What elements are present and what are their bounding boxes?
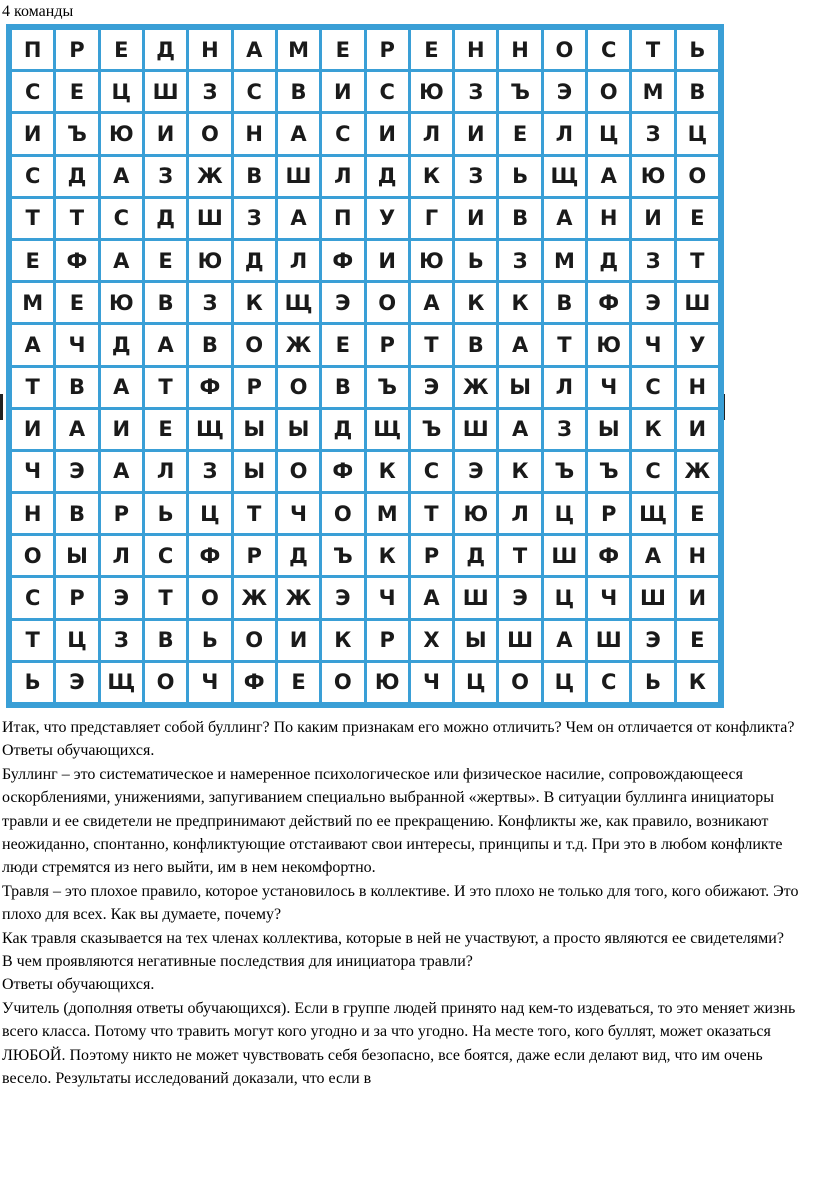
grid-cell: К	[232, 282, 276, 324]
grid-cell: Е	[143, 239, 187, 281]
grid-cell: Щ	[188, 408, 232, 450]
grid-cell: Н	[675, 366, 719, 408]
grid-cell: Ш	[276, 155, 320, 197]
grid-cell: Э	[321, 577, 365, 619]
grid-cell: Е	[276, 661, 320, 703]
grid-cell: А	[99, 366, 143, 408]
grid-cell: И	[276, 619, 320, 661]
grid-cell: С	[365, 71, 409, 113]
grid-cell: Р	[55, 29, 99, 71]
grid-cell: Ъ	[498, 71, 542, 113]
grid-cell: Ь	[454, 239, 498, 281]
grid-cell: Ж	[454, 366, 498, 408]
grid-cell: О	[321, 493, 365, 535]
grid-cell: Ю	[99, 282, 143, 324]
grid-cell: Ш	[188, 197, 232, 239]
grid-cell: Е	[11, 239, 55, 281]
grid-cell: З	[143, 155, 187, 197]
body-text	[2, 716, 810, 1091]
grid-cell: Д	[99, 324, 143, 366]
grid-cell: Н	[11, 493, 55, 535]
grid-cell: Л	[99, 535, 143, 577]
grid-cell: Ъ	[587, 450, 631, 492]
grid-cell: К	[365, 535, 409, 577]
grid-cell: Т	[11, 197, 55, 239]
paragraph: Ответы обучающихся.	[2, 976, 155, 994]
grid-cell: Э	[55, 661, 99, 703]
grid-cell: А	[99, 450, 143, 492]
grid-cell: Ь	[498, 155, 542, 197]
grid-cell: Л	[276, 239, 320, 281]
grid-cell: Ч	[631, 324, 675, 366]
grid-cell: А	[11, 324, 55, 366]
grid-cell: К	[498, 450, 542, 492]
grid-cell: И	[454, 113, 498, 155]
grid-cell: Ы	[232, 408, 276, 450]
grid-row	[11, 155, 720, 197]
grid-cell: Ч	[188, 661, 232, 703]
grid-cell: Д	[365, 155, 409, 197]
grid-cell: Ф	[232, 661, 276, 703]
grid-cell: А	[55, 408, 99, 450]
grid-cell: Н	[232, 113, 276, 155]
grid-cell: Т	[143, 366, 187, 408]
grid-cell: Ь	[188, 619, 232, 661]
grid-cell: С	[11, 577, 55, 619]
grid-cell: С	[232, 71, 276, 113]
grid-cell: Ш	[454, 577, 498, 619]
grid-cell: Ч	[365, 577, 409, 619]
grid-cell: Э	[498, 577, 542, 619]
grid-cell: Л	[409, 113, 453, 155]
grid-cell: Д	[454, 535, 498, 577]
grid-row	[11, 619, 720, 661]
grid-row	[11, 661, 720, 703]
grid-cell: Ц	[454, 661, 498, 703]
grid-cell: З	[631, 239, 675, 281]
grid-cell: Щ	[542, 155, 586, 197]
grid-cell: Г	[409, 197, 453, 239]
grid-row	[11, 577, 720, 619]
grid-cell: Ш	[498, 619, 542, 661]
grid-row	[11, 71, 720, 113]
grid-cell: В	[276, 71, 320, 113]
word-search-table	[9, 27, 721, 705]
paragraph: В чем проявляются негативные последствия для инициатора травли?	[2, 953, 473, 971]
grid-cell: В	[143, 619, 187, 661]
grid-cell: М	[276, 29, 320, 71]
grid-cell: С	[11, 155, 55, 197]
grid-cell: К	[365, 450, 409, 492]
grid-cell: Ш	[542, 535, 586, 577]
grid-cell: Ш	[587, 619, 631, 661]
grid-cell: Р	[232, 535, 276, 577]
grid-cell: О	[587, 71, 631, 113]
grid-cell: К	[409, 155, 453, 197]
grid-cell: М	[542, 239, 586, 281]
section-heading: 4 команды	[2, 3, 74, 20]
grid-cell: У	[365, 197, 409, 239]
grid-cell: Ч	[409, 661, 453, 703]
grid-cell: С	[631, 450, 675, 492]
grid-cell: А	[99, 239, 143, 281]
grid-cell: Ъ	[55, 113, 99, 155]
grid-cell: Н	[454, 29, 498, 71]
grid-cell: Д	[143, 29, 187, 71]
paragraph: Учитель (дополняя ответы обучающихся). Если в группе людей принято над кем-то издеваться, то это меняет жизнь всего класса. Потому что травить могут кого угодно и за что угодно. На месте того, кого буллят, может оказаться ЛЮБОЙ. Поэтому никто не может чувствовать себя безопасно, все боятся, даже если делают вид, что им очень весело. Результаты исследований доказали, что если в	[2, 999, 796, 1088]
grid-cell: А	[498, 408, 542, 450]
grid-cell: М	[365, 493, 409, 535]
grid-cell: В	[55, 493, 99, 535]
grid-cell: Д	[143, 197, 187, 239]
grid-cell: Е	[55, 282, 99, 324]
grid-cell: Ш	[675, 282, 719, 324]
grid-cell: Ц	[542, 577, 586, 619]
grid-cell: Ц	[542, 661, 586, 703]
grid-cell: К	[321, 619, 365, 661]
grid-cell: Т	[631, 29, 675, 71]
grid-cell: О	[232, 324, 276, 366]
grid-cell: Э	[542, 71, 586, 113]
grid-cell: Ю	[409, 239, 453, 281]
grid-cell: Ъ	[365, 366, 409, 408]
grid-cell: И	[143, 113, 187, 155]
grid-cell: Л	[143, 450, 187, 492]
word-search-grid	[6, 24, 724, 708]
paragraph: Как травля сказывается на тех членах коллектива, которые в ней не участвуют, а просто являются ее свидетелями?	[2, 929, 784, 947]
grid-cell: О	[232, 619, 276, 661]
grid-cell: Е	[55, 71, 99, 113]
grid-cell: А	[232, 29, 276, 71]
grid-cell: Л	[542, 366, 586, 408]
grid-cell: Е	[675, 197, 719, 239]
grid-cell: Ю	[454, 493, 498, 535]
grid-cell: З	[188, 71, 232, 113]
grid-cell: Ч	[11, 450, 55, 492]
grid-cell: Е	[498, 113, 542, 155]
grid-cell: И	[11, 408, 55, 450]
grid-cell: Ч	[276, 493, 320, 535]
grid-cell: Ы	[454, 619, 498, 661]
grid-cell: Э	[454, 450, 498, 492]
grid-cell: М	[11, 282, 55, 324]
grid-cell: В	[675, 71, 719, 113]
grid-cell: Ш	[143, 71, 187, 113]
grid-row	[11, 29, 720, 71]
grid-cell: А	[276, 113, 320, 155]
grid-cell: Д	[232, 239, 276, 281]
grid-cell: Е	[99, 29, 143, 71]
grid-cell: З	[498, 239, 542, 281]
grid-row	[11, 408, 720, 450]
grid-cell: Т	[542, 324, 586, 366]
grid-cell: Н	[498, 29, 542, 71]
grid-cell: Ч	[587, 577, 631, 619]
grid-cell: Ь	[11, 661, 55, 703]
grid-cell: А	[276, 197, 320, 239]
grid-cell: Т	[409, 324, 453, 366]
grid-cell: Ы	[55, 535, 99, 577]
grid-cell: О	[276, 366, 320, 408]
grid-cell: Ь	[143, 493, 187, 535]
grid-cell: Е	[321, 324, 365, 366]
grid-cell: О	[276, 450, 320, 492]
grid-cell: Р	[365, 324, 409, 366]
paragraph: Травля – это плохое правило, которое установилось в коллективе. И это плохо не только для того, кого обижают. Это плохо для всех. Как вы думаете, почему?	[2, 882, 799, 924]
grid-cell: З	[232, 197, 276, 239]
paragraph: Буллинг – это систематическое и намеренное психологическое или физическое насилие, сопровождающееся оскорблениями, унижениями, запугиванием специально выбранной «жертвы». В ситуации буллинга инициаторы травли и ее свидетели не предпринимают действий по ее прекращению. Конфликты же, как правило, возникают неожиданно, спонтанно, конфликтующие отстаивают свои интересы, принципы и т.д. При это в любом конфликте люди стремятся из него выйти, им в нем некомфортно.	[2, 765, 783, 877]
grid-cell: Ц	[542, 493, 586, 535]
grid-row	[11, 239, 720, 281]
grid-row	[11, 324, 720, 366]
grid-cell: С	[409, 450, 453, 492]
grid-cell: Ф	[188, 535, 232, 577]
grid-cell: И	[365, 239, 409, 281]
grid-cell: Т	[11, 619, 55, 661]
grid-cell: О	[321, 661, 365, 703]
grid-cell: Т	[675, 239, 719, 281]
grid-cell: С	[587, 661, 631, 703]
grid-cell: А	[143, 324, 187, 366]
grid-cell: З	[454, 155, 498, 197]
grid-cell: Ц	[99, 71, 143, 113]
grid-cell: Ж	[232, 577, 276, 619]
grid-row	[11, 450, 720, 492]
grid-cell: Ю	[365, 661, 409, 703]
grid-cell: Щ	[99, 661, 143, 703]
grid-cell: З	[454, 71, 498, 113]
grid-cell: Э	[321, 282, 365, 324]
grid-cell: Ъ	[542, 450, 586, 492]
grid-cell: И	[454, 197, 498, 239]
grid-cell: Ы	[232, 450, 276, 492]
grid-cell: Ж	[188, 155, 232, 197]
grid-cell: З	[542, 408, 586, 450]
grid-cell: К	[498, 282, 542, 324]
grid-cell: Р	[365, 29, 409, 71]
grid-cell: Р	[365, 619, 409, 661]
grid-cell: А	[542, 619, 586, 661]
grid-cell: О	[365, 282, 409, 324]
grid-cell: И	[675, 577, 719, 619]
grid-cell: З	[99, 619, 143, 661]
grid-row	[11, 535, 720, 577]
grid-cell: А	[631, 535, 675, 577]
grid-cell: Ж	[675, 450, 719, 492]
grid-cell: Ю	[587, 324, 631, 366]
grid-cell: Ъ	[409, 408, 453, 450]
grid-cell: С	[321, 113, 365, 155]
grid-cell: Т	[55, 197, 99, 239]
grid-cell: Т	[143, 577, 187, 619]
paragraph: Ответы обучающихся.	[2, 742, 155, 760]
grid-cell: А	[542, 197, 586, 239]
grid-cell: Ж	[276, 324, 320, 366]
grid-cell: Р	[232, 366, 276, 408]
grid-cell: Ц	[188, 493, 232, 535]
grid-cell: Т	[11, 366, 55, 408]
grid-cell: К	[454, 282, 498, 324]
grid-cell: И	[631, 197, 675, 239]
grid-cell: А	[409, 282, 453, 324]
grid-cell: Ц	[587, 113, 631, 155]
grid-row	[11, 282, 720, 324]
grid-cell: А	[99, 155, 143, 197]
grid-cell: И	[99, 408, 143, 450]
grid-cell: Р	[587, 493, 631, 535]
grid-cell: Ф	[321, 450, 365, 492]
grid-cell: А	[498, 324, 542, 366]
grid-cell: З	[188, 282, 232, 324]
grid-cell: К	[631, 408, 675, 450]
grid-cell: А	[587, 155, 631, 197]
grid-cell: Ы	[587, 408, 631, 450]
grid-cell: В	[321, 366, 365, 408]
grid-cell: Т	[409, 493, 453, 535]
grid-cell: Е	[409, 29, 453, 71]
grid-cell: Е	[675, 493, 719, 535]
grid-cell: Щ	[631, 493, 675, 535]
grid-cell: Ч	[55, 324, 99, 366]
grid-cell: Н	[675, 535, 719, 577]
grid-cell: Э	[631, 619, 675, 661]
grid-cell: У	[675, 324, 719, 366]
grid-cell: О	[143, 661, 187, 703]
grid-cell: Е	[143, 408, 187, 450]
grid-row	[11, 366, 720, 408]
grid-cell: Д	[276, 535, 320, 577]
grid-cell: Ы	[276, 408, 320, 450]
paragraph: Итак, что представляет собой буллинг? По каким признакам его можно отличить? Чем он отличается от конфликта?	[2, 719, 795, 736]
grid-cell: В	[232, 155, 276, 197]
grid-cell: З	[188, 450, 232, 492]
grid-cell: С	[11, 71, 55, 113]
grid-cell: Е	[321, 29, 365, 71]
grid-cell: Р	[99, 493, 143, 535]
grid-cell: М	[631, 71, 675, 113]
grid-cell: С	[99, 197, 143, 239]
grid-cell: В	[188, 324, 232, 366]
grid-cell: К	[675, 661, 719, 703]
grid-cell: В	[55, 366, 99, 408]
grid-cell: О	[498, 661, 542, 703]
grid-cell: О	[11, 535, 55, 577]
grid-row	[11, 493, 720, 535]
grid-cell: Р	[55, 577, 99, 619]
grid-cell: Ш	[454, 408, 498, 450]
grid-cell: Ь	[675, 29, 719, 71]
grid-cell: В	[542, 282, 586, 324]
grid-cell: Ф	[55, 239, 99, 281]
grid-cell: В	[498, 197, 542, 239]
grid-cell: Щ	[276, 282, 320, 324]
grid-row	[11, 113, 720, 155]
grid-cell: Ц	[675, 113, 719, 155]
grid-cell: Ж	[276, 577, 320, 619]
grid-cell: И	[365, 113, 409, 155]
grid-cell: Е	[675, 619, 719, 661]
grid-cell: П	[321, 197, 365, 239]
grid-cell: И	[321, 71, 365, 113]
grid-cell: Ч	[587, 366, 631, 408]
grid-cell: Д	[55, 155, 99, 197]
grid-cell: Д	[587, 239, 631, 281]
grid-cell: Л	[542, 113, 586, 155]
grid-cell: Ц	[55, 619, 99, 661]
grid-cell: С	[631, 366, 675, 408]
grid-cell: В	[454, 324, 498, 366]
grid-cell: Ю	[631, 155, 675, 197]
grid-cell: Л	[321, 155, 365, 197]
grid-cell: С	[143, 535, 187, 577]
grid-cell: П	[11, 29, 55, 71]
grid-cell: Х	[409, 619, 453, 661]
grid-cell: Н	[587, 197, 631, 239]
grid-cell: И	[675, 408, 719, 450]
grid-cell: Ъ	[321, 535, 365, 577]
grid-cell: Ю	[188, 239, 232, 281]
grid-cell: Ф	[587, 282, 631, 324]
grid-row	[11, 197, 720, 239]
grid-cell: И	[11, 113, 55, 155]
grid-cell: Р	[409, 535, 453, 577]
grid-cell: Щ	[365, 408, 409, 450]
grid-cell: Э	[99, 577, 143, 619]
grid-cell: А	[409, 577, 453, 619]
grid-cell: Ы	[498, 366, 542, 408]
grid-cell: Л	[498, 493, 542, 535]
grid-cell: Ю	[409, 71, 453, 113]
grid-cell: О	[542, 29, 586, 71]
grid-cell: В	[143, 282, 187, 324]
grid-cell: Ь	[631, 661, 675, 703]
grid-cell: Т	[232, 493, 276, 535]
grid-cell: Ф	[321, 239, 365, 281]
left-edge-mark	[0, 394, 3, 420]
grid-cell: Э	[409, 366, 453, 408]
grid-cell: Ф	[587, 535, 631, 577]
grid-cell: Э	[631, 282, 675, 324]
grid-cell: Т	[498, 535, 542, 577]
grid-cell: Ш	[631, 577, 675, 619]
grid-cell: О	[675, 155, 719, 197]
grid-cell: Э	[55, 450, 99, 492]
grid-cell: З	[631, 113, 675, 155]
grid-cell: С	[587, 29, 631, 71]
grid-cell: Н	[188, 29, 232, 71]
grid-cell: Ю	[99, 113, 143, 155]
grid-cell: О	[188, 577, 232, 619]
grid-cell: Ф	[188, 366, 232, 408]
grid-cell: Д	[321, 408, 365, 450]
grid-cell: О	[188, 113, 232, 155]
